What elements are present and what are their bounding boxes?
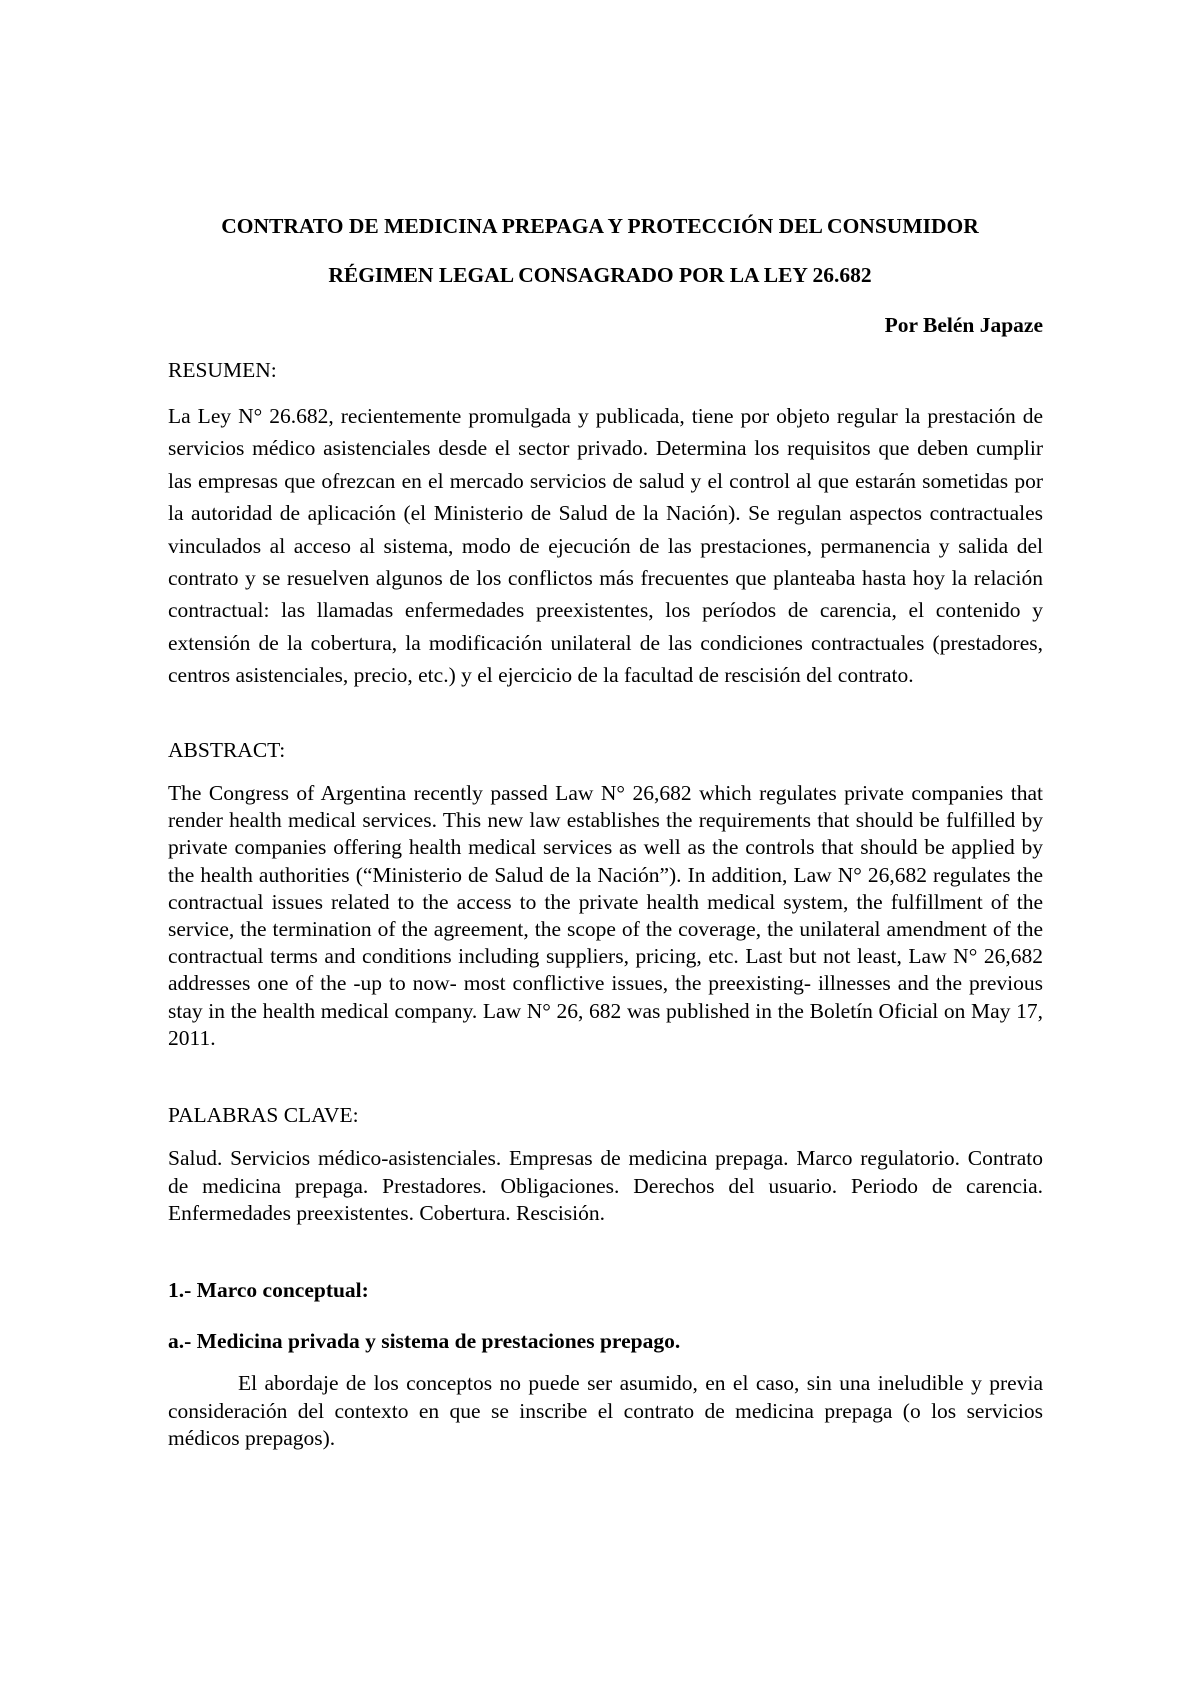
resumen-paragraph: La Ley N° 26.682, recientemente promulgada y publicada, tiene por objeto regular la prestación de servicios médico asistenciales desde el sector privado. Determina los requisitos que deben cumplir las empresas que ofrezcan en el mercado servicios de salud y el control al que estarán sometidas por la autoridad de aplicación (el Ministerio de Salud de la Nación). Se regulan aspectos contractuales vinculados al acceso al sistema, modo de ejecución de las prestaciones, permanencia y salida del contrato y se resuelven algunos de los conflictos más frecuentes que planteaba hasta hoy la relación contractual: las llamadas enfermedades preexistentes, los períodos de carencia, el contenido y extensión de la cobertura, la modificación unilateral de las condiciones contractuales (prestadores, centros asistenciales, precio, etc.) y el ejercicio de la facultad de rescisión del contrato.	[168, 404, 1043, 688]
abstract-paragraph: The Congress of Argentina recently passed Law N° 26,682 which regulates private companies that render health medical services. This new law establishes the requirements that should be fulfilled by private companies offering health medical services as well as the controls that should be applied by the health authorities (“Ministerio de Salud de la Nación”). In addition, Law N° 26,682 regulates the contractual issues related to the access to the private health medical system, the fulfillment of the service, the termination of the agreement, the scope of the coverage, the unilateral amendment of the contractual terms and conditions including suppliers, pricing, etc. Last but not least, Law N° 26,682 addresses one of the -up to now- most conflictive issues, the preexisting- illnesses and the previous stay in the health medical company. Law N° 26, 682 was published in the Boletín Oficial on May 17, 2011.	[168, 781, 1043, 1050]
keywords-paragraph: Salud. Servicios médico-asistenciales. Empresas de medicina prepaga. Marco regulatorio. Contrato de medicina prepaga. Prestadores. Obligaciones. Derechos del usuario. Periodo de carencia. Enfermedades preexistentes. Cobertura. Rescisión.	[168, 1146, 1043, 1226]
subsection-heading: a.- Medicina privada y sistema de prestaciones prepago.	[168, 1329, 681, 1353]
document-title: CONTRATO DE MEDICINA PREPAGA Y PROTECCIÓN DEL CONSUMIDOR	[221, 214, 979, 238]
section-paragraph: El abordaje de los conceptos no puede ser asumido, en el caso, sin una ineludible y previa consideración del contexto en que se inscribe el contrato de medicina prepaga (o los servicios médicos prepagos).	[168, 1371, 1043, 1451]
author-byline: Por Belén Japaze	[884, 313, 1043, 337]
document-subtitle: RÉGIMEN LEGAL CONSAGRADO POR LA LEY 26.682	[328, 263, 872, 287]
keywords-heading: PALABRAS CLAVE:	[168, 1103, 359, 1127]
section-heading: 1.- Marco conceptual:	[168, 1278, 369, 1302]
resumen-heading: RESUMEN:	[168, 358, 277, 382]
abstract-heading: ABSTRACT:	[168, 738, 286, 762]
